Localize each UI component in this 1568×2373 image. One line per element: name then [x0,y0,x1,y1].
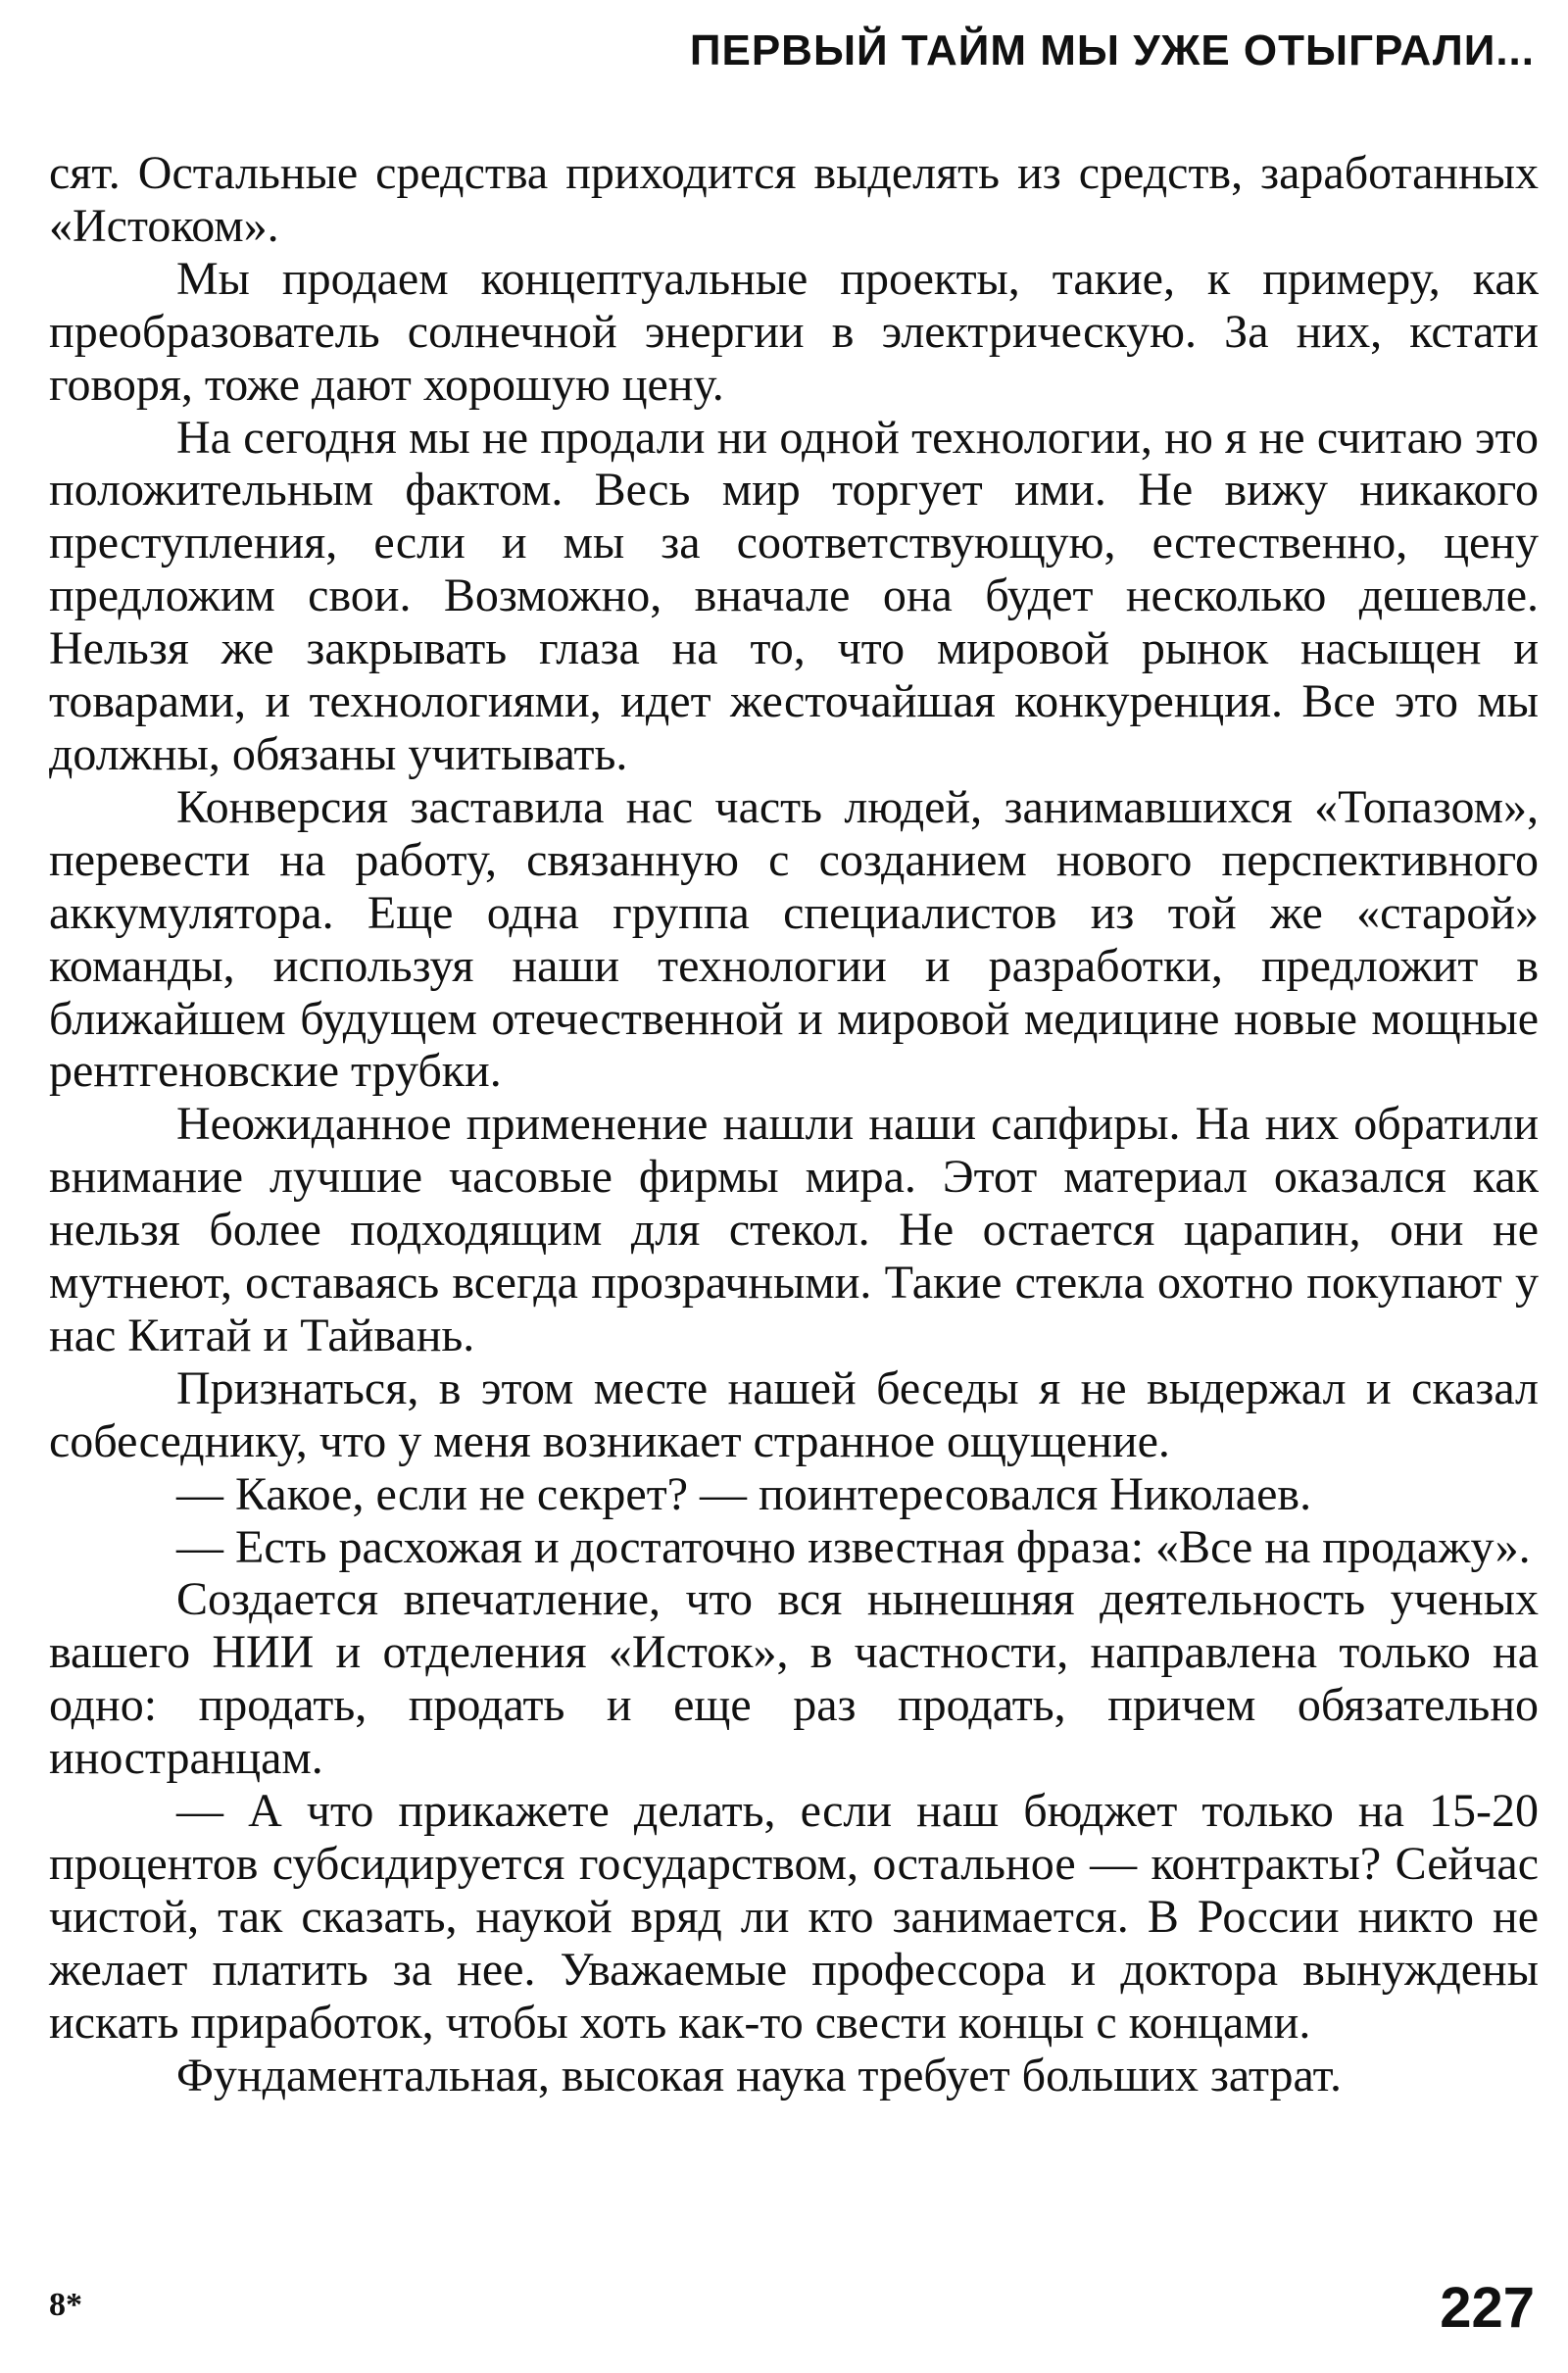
running-head: ПЕРВЫЙ ТАЙМ МЫ УЖЕ ОТЫГРАЛИ... [689,26,1535,74]
paragraph: Создается впечатление, что вся нынешняя деятельность ученых вашего НИИ и отделения «Исток», в частности, направлена только на одно: продать, продать и еще раз продать, причем обязательно иностранцам. [49,1573,1539,1785]
dialogue-line: — Есть расхожая и достаточно известная фраза: «Все на продажу». [176,1520,1531,1573]
page-number: 227 [1440,2276,1535,2340]
dialogue-line: — А что прикажете делать, если наш бюджет только на 15-20 процентов субсидируется государством, остальное — контракты? Сейчас чистой, так сказать, наукой вряд ли кто занимается. В России никто не желает платить за нее. Уважаемые профессора и доктора вынуждены искать приработок, чтобы хоть как-то свести концы с концами. [49,1785,1539,2049]
paragraph: Фундаментальная, высокая наука требует больших затрат. [176,2049,1342,2101]
dialogue-line: — Какое, если не секрет? — поинтересовался Николаев. [176,1467,1312,1520]
paragraph: На сегодня мы не продали ни одной технологии, но я не считаю это положительным фактом. Весь мир торгует ими. Не вижу никакого преступления, если и мы за соответствующую, естественно, цену предложим свои. Возможно, вначале она будет несколько дешевле. Нельзя же закрывать глаза на то, что мировой рынок насыщен и товарами, и технологиями, идет жесточайшая конкуренция. Все это мы должны, обязаны учитывать. [49,411,1539,780]
paragraph: Мы продаем концептуальные проекты, такие, к примеру, как преобразователь солнечной энергии в электрическую. За них, кстати говоря, тоже дают хорошую цену. [49,252,1539,411]
paragraph: сят. Остальные средства приходится выделять из средств, заработанных «Истоком». [49,147,1539,252]
paragraph: Признаться, в этом месте нашей беседы я не выдержал и сказал собеседнику, что у меня возникает странное ощущение. [49,1361,1539,1467]
printer-signature-mark: 8* [49,2287,82,2323]
body-text [49,147,1539,2102]
paragraph: Неожиданное применение нашли наши сапфиры. На них обратили внимание лучшие часовые фирмы мира. Этот материал оказался как нельзя более подходящим для стекол. Не остается царапин, они не мутнеют, оставаясь всегда прозрачными. Такие стекла охотно покупают у нас Китай и Тайвань. [49,1098,1539,1361]
paragraph: Конверсия заставила нас часть людей, занимавшихся «Топазом», перевести на работу, связанную с созданием нового перспективного аккумулятора. Еще одна группа специалистов из той же «старой» команды, используя наши технологии и разработки, предложит в ближайшем будущем отечественной и мировой медицине новые мощные рентгеновские трубки. [49,780,1539,1098]
